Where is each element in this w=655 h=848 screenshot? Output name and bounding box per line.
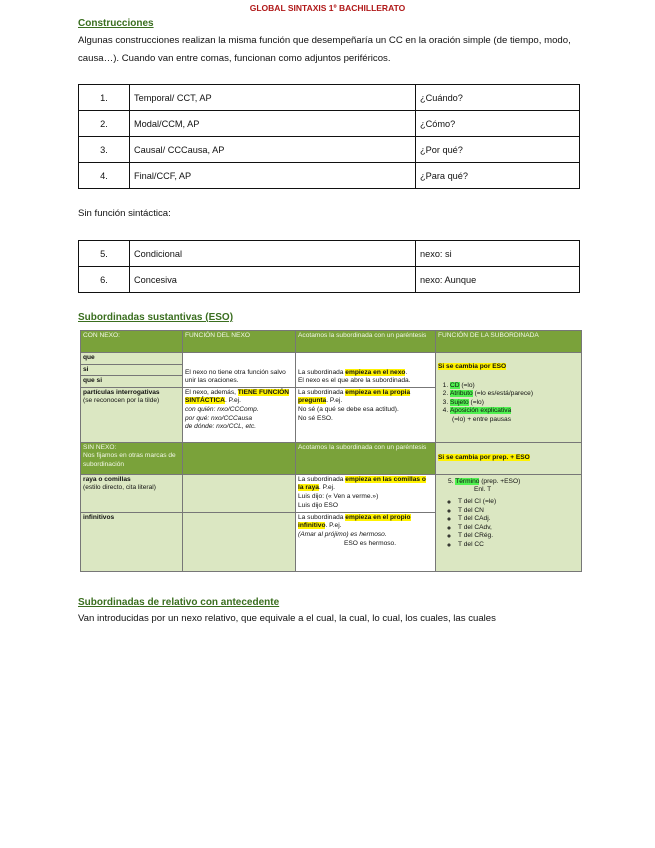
funcion-sujeto: Sujeto bbox=[450, 398, 469, 406]
example: (Amar al prójimo) es hermoso. bbox=[298, 530, 387, 538]
raya-empty-cell bbox=[183, 474, 296, 512]
infinitivos-cell bbox=[81, 512, 183, 571]
infinitivos-acot-cell bbox=[296, 512, 436, 571]
row-number: 2. bbox=[79, 111, 130, 137]
table-row bbox=[81, 474, 582, 512]
row-nexo: nexo: Aunque bbox=[416, 267, 580, 293]
infinitivos-empty-cell bbox=[183, 512, 296, 571]
acot-text: El nexo es el que abre la subordinada. bbox=[298, 377, 411, 385]
row-question: ¿Cómo? bbox=[416, 111, 580, 137]
nexo-function-text: El nexo no tiene otra función salvo unir las oraciones. bbox=[185, 368, 286, 385]
acot-text: ESO es hermoso. bbox=[344, 539, 397, 547]
nexo-que-si: que si bbox=[83, 377, 103, 385]
enlace-label: Enl. T bbox=[474, 486, 492, 494]
table-header-row bbox=[81, 442, 582, 474]
funcion-note: (=lo) + entre pausas bbox=[452, 415, 512, 423]
funcion-note: (=lo) bbox=[459, 381, 475, 389]
list-item bbox=[450, 407, 579, 416]
raya-cell bbox=[81, 474, 183, 512]
sin-funcion-label: Sin función sintáctica: bbox=[78, 208, 171, 219]
nexo-list-cell bbox=[81, 353, 183, 388]
funcion-eso-cell bbox=[436, 353, 582, 443]
list-item: ◦ T del CN bbox=[458, 507, 579, 516]
row-number: 3. bbox=[79, 137, 130, 163]
construcciones-heading: Construcciones bbox=[78, 18, 154, 29]
row-label: Causal/ CCCausa, AP bbox=[130, 137, 416, 163]
list-item: ◦ T del CAdj. bbox=[458, 515, 579, 524]
acot-text: No sé (a qué se debe esa actitud). bbox=[298, 405, 399, 413]
header-sin-nexo-label: SIN NEXO: bbox=[83, 443, 117, 451]
row-label: Concesiva bbox=[130, 267, 416, 293]
acot-text: Luis dijo ESO bbox=[298, 501, 338, 509]
document-title: GLOBAL SINTAXIS 1º BACHILLERATO bbox=[249, 3, 406, 13]
header-sin-nexo-note: Nos fijamos en otras marcas de subordinación bbox=[83, 452, 176, 468]
relativo-text: Van introducidas por un nexo relativo, que equivale a el cual, la cual, lo cual, los cuales, las cuales bbox=[78, 613, 496, 624]
funcion-termino: Término bbox=[455, 477, 480, 485]
row-question: ¿Por qué? bbox=[416, 137, 580, 163]
list-item bbox=[450, 382, 579, 391]
example: con quién: nxo/CCComp. bbox=[185, 405, 259, 413]
row-label: Condicional bbox=[130, 241, 416, 267]
funcion-note: (=lo es/está/parece) bbox=[472, 390, 534, 398]
example: de dónde: nxo/CCL, etc. bbox=[185, 423, 257, 431]
acot-text: Luis dijo: (« Ven a verme.») bbox=[298, 492, 379, 500]
particulas-cell bbox=[81, 387, 183, 442]
row-nexo: nexo: si bbox=[416, 241, 580, 267]
acot-highlight: empieza en el nexo bbox=[345, 368, 406, 376]
raya-acot-cell bbox=[296, 474, 436, 512]
sustantivas-table bbox=[80, 330, 582, 572]
termino-list bbox=[438, 498, 579, 550]
table-row bbox=[79, 85, 580, 111]
prep-highlight: Si se cambia por prep. + ESO bbox=[438, 453, 530, 461]
header-funcion-subordinada: FUNCIÓN DE LA SUBORDINADA bbox=[436, 331, 582, 353]
table-row bbox=[81, 353, 582, 388]
header-acotamos: Acotamos la subordinada con un paréntesis bbox=[296, 442, 436, 474]
acot-text: La subordinada bbox=[298, 388, 346, 396]
raya-note: (estilo directo, cita literal) bbox=[83, 484, 156, 492]
header-acotamos: Acotamos la subordinada con un paréntesis bbox=[296, 331, 436, 353]
row-label: Temporal/ CCT, AP bbox=[130, 85, 416, 111]
list-item: ◦ T del CAdv, bbox=[458, 524, 579, 533]
header-con-nexo: CON NEXO: bbox=[81, 331, 183, 353]
table-row bbox=[79, 163, 580, 189]
acot-text: . P.ej. bbox=[326, 397, 343, 405]
header-sin-nexo bbox=[81, 442, 183, 474]
nexo-text: El nexo, además, bbox=[185, 388, 238, 396]
row-question: ¿Para qué? bbox=[416, 163, 580, 189]
construcciones-table bbox=[78, 84, 580, 189]
nexo-si: si bbox=[81, 365, 182, 377]
table-row bbox=[79, 241, 580, 267]
table-row bbox=[79, 137, 580, 163]
raya-label: raya o comillas bbox=[83, 475, 131, 483]
particulas-acot-cell bbox=[296, 387, 436, 442]
list-item bbox=[450, 390, 579, 399]
acot-highlight: empieza en las comillas o la raya bbox=[298, 475, 426, 492]
header-empty bbox=[183, 442, 296, 474]
termino-line: 5. Término (prep. +ESO) bbox=[448, 477, 521, 485]
list-item: ◦ T del CC bbox=[458, 541, 579, 550]
construcciones-intro: Algunas construcciones realizan la misma función que desempeñaría un CC en la oración simple (de tiempo, modo, causa…). Cuando van entre comas, funcionan como adjuntos periféricos. bbox=[78, 35, 571, 64]
nexo-highlight: TIENE FUNCIÓN SINTÁCTICA bbox=[185, 388, 290, 405]
funcion-note: (=lo) bbox=[468, 398, 484, 406]
example: por qué: nxo/CCCausa bbox=[185, 414, 253, 422]
acot-text: . bbox=[405, 368, 408, 376]
nexo-text: . P.ej. bbox=[224, 397, 241, 405]
row-label: Modal/CCM, AP bbox=[130, 111, 416, 137]
row-question: ¿Cuándo? bbox=[416, 85, 580, 111]
table-header-row bbox=[81, 331, 582, 353]
list-item: ◦ T del CRég. bbox=[458, 532, 579, 541]
table-row bbox=[79, 111, 580, 137]
list-item: ◦ T del CI (=le) bbox=[458, 498, 579, 507]
sustantivas-heading: Subordinadas sustantivas (ESO) bbox=[78, 312, 234, 323]
particulas-note: (se reconocen por la tilde) bbox=[83, 397, 160, 405]
funcion-cd: CD bbox=[450, 381, 460, 389]
acot-highlight: empieza en el propio infinitivo bbox=[298, 513, 411, 530]
funcion-atributo: Atributo bbox=[450, 390, 473, 398]
acot-text: No sé ESO. bbox=[298, 414, 333, 422]
acot-text: . P.ej. bbox=[325, 522, 342, 530]
funcion-note: (prep. +ESO) bbox=[479, 477, 521, 485]
funcion-aposicion: Aposición explicativa bbox=[450, 407, 512, 415]
list-item bbox=[450, 399, 579, 408]
row-number: 6. bbox=[79, 267, 130, 293]
acot-text: La subordinada bbox=[298, 368, 346, 376]
particulas-nexo-cell bbox=[183, 387, 296, 442]
row-number: 1. bbox=[79, 85, 130, 111]
nexo-function-cell bbox=[183, 353, 296, 388]
row-number: 4. bbox=[79, 163, 130, 189]
table-row bbox=[79, 267, 580, 293]
sin-funcion-table bbox=[78, 240, 580, 293]
infinitivos-label: infinitivos bbox=[83, 513, 115, 521]
row-number: 5. bbox=[79, 241, 130, 267]
acotamos-cell bbox=[296, 353, 436, 388]
termino-cell bbox=[436, 474, 582, 571]
funcion-list bbox=[438, 382, 579, 416]
eso-highlight: Si se cambia por ESO bbox=[438, 363, 507, 370]
acot-text: La subordinada bbox=[298, 475, 346, 483]
acot-highlight: empieza en la propia pregunta bbox=[298, 388, 411, 405]
header-funcion-nexo: FUNCIÓN DEL NEXO bbox=[183, 331, 296, 353]
particulas-label: partículas interrogativas bbox=[83, 388, 160, 396]
row-label: Final/CCF, AP bbox=[130, 163, 416, 189]
nexo-que: que bbox=[81, 353, 182, 365]
acot-text: La subordinada bbox=[298, 513, 346, 521]
funcion-prep-cell bbox=[436, 442, 582, 474]
acot-text: . P.ej. bbox=[318, 484, 335, 492]
relativo-heading: Subordinadas de relativo con antecedente bbox=[78, 597, 280, 608]
